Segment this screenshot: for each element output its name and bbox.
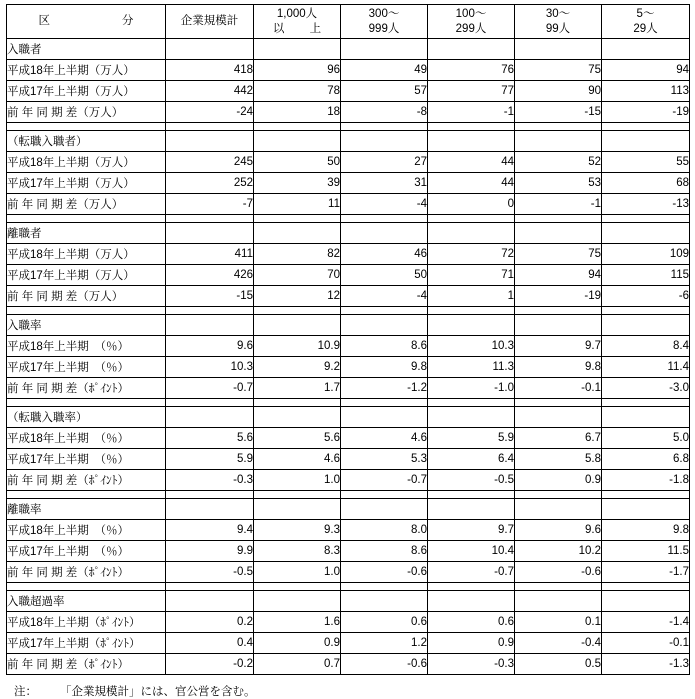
cell-value: -13 xyxy=(602,194,690,215)
cell-value: 9.8 xyxy=(515,357,602,378)
cell-value xyxy=(254,407,341,428)
cell-value: 115 xyxy=(602,265,690,286)
cell-value xyxy=(428,399,515,407)
cell-value xyxy=(254,399,341,407)
cell-value: 442 xyxy=(166,81,254,102)
cell-value: 10.2 xyxy=(515,541,602,562)
row-label: （転職入職者） xyxy=(7,131,166,152)
cell-value: 82 xyxy=(254,244,341,265)
cell-value xyxy=(428,407,515,428)
table-row xyxy=(7,152,690,173)
cell-value: 0.9 xyxy=(428,633,515,654)
cell-value: -0.6 xyxy=(341,562,428,583)
cell-value xyxy=(602,123,690,131)
cell-value: 52 xyxy=(515,152,602,173)
cell-value: -6 xyxy=(602,286,690,307)
cell-value xyxy=(341,123,428,131)
cell-value xyxy=(602,491,690,499)
cell-value xyxy=(254,491,341,499)
cell-value: 11.4 xyxy=(602,357,690,378)
row-label: 前 年 同 期 差（ﾎﾟｲﾝﾄ） xyxy=(7,470,166,491)
cell-value: -1.2 xyxy=(341,378,428,399)
cell-value xyxy=(341,399,428,407)
cell-value xyxy=(515,223,602,244)
table-section-row xyxy=(7,131,690,152)
row-label: 平成17年上半期（万人） xyxy=(7,81,166,102)
cell-value: 27 xyxy=(341,152,428,173)
cell-value: 10.3 xyxy=(166,357,254,378)
cell-value: 1.0 xyxy=(254,562,341,583)
cell-value: 0.6 xyxy=(341,612,428,633)
cell-value: 9.2 xyxy=(254,357,341,378)
row-label: 離職者 xyxy=(7,223,166,244)
cell-value: -0.5 xyxy=(428,470,515,491)
cell-value: 9.4 xyxy=(166,520,254,541)
cell-value: 1.7 xyxy=(254,378,341,399)
row-label: 平成18年上半期 （％） xyxy=(7,520,166,541)
cell-value xyxy=(602,399,690,407)
cell-value: -3.0 xyxy=(602,378,690,399)
cell-value xyxy=(341,491,428,499)
cell-value xyxy=(166,499,254,520)
cell-value: 6.7 xyxy=(515,428,602,449)
row-label xyxy=(7,491,166,499)
cell-value xyxy=(166,131,254,152)
cell-value xyxy=(515,131,602,152)
cell-value xyxy=(515,307,602,315)
cell-value: 31 xyxy=(341,173,428,194)
cell-value: 5.9 xyxy=(428,428,515,449)
header-col-2-line2: 999人 xyxy=(368,22,400,35)
cell-value: 0.1 xyxy=(515,612,602,633)
table-header xyxy=(7,5,690,39)
cell-value: 94 xyxy=(602,60,690,81)
cell-value xyxy=(428,223,515,244)
cell-value: 18 xyxy=(254,102,341,123)
cell-value: 49 xyxy=(341,60,428,81)
cell-value: 4.6 xyxy=(254,449,341,470)
row-label: 前 年 同 期 差（ﾎﾟｲﾝﾄ） xyxy=(7,654,166,675)
row-label: 平成17年上半期 （％） xyxy=(7,541,166,562)
cell-value xyxy=(254,307,341,315)
table-note xyxy=(6,683,689,699)
header-kubun: 区 分 xyxy=(7,5,166,39)
cell-value: 75 xyxy=(515,244,602,265)
row-label: 平成18年上半期 （％） xyxy=(7,428,166,449)
cell-value: 10.4 xyxy=(428,541,515,562)
cell-value: 0.7 xyxy=(254,654,341,675)
cell-value xyxy=(166,215,254,223)
cell-value: 6.4 xyxy=(428,449,515,470)
row-label xyxy=(7,399,166,407)
cell-value: 0.6 xyxy=(428,612,515,633)
table-section-row xyxy=(7,499,690,520)
cell-value: 1.2 xyxy=(341,633,428,654)
cell-value xyxy=(515,407,602,428)
table-row xyxy=(7,357,690,378)
cell-value: 1 xyxy=(428,286,515,307)
cell-value: -0.2 xyxy=(166,654,254,675)
cell-value: -1 xyxy=(428,102,515,123)
cell-value xyxy=(515,215,602,223)
cell-value xyxy=(515,499,602,520)
cell-value: 0 xyxy=(428,194,515,215)
cell-value: 78 xyxy=(254,81,341,102)
cell-value: 0.9 xyxy=(254,633,341,654)
cell-value xyxy=(166,591,254,612)
cell-value xyxy=(428,591,515,612)
header-col-2-line1: 300～ xyxy=(368,8,400,21)
cell-value xyxy=(515,39,602,60)
cell-value xyxy=(428,583,515,591)
cell-value xyxy=(602,131,690,152)
row-label: 入職超過率 xyxy=(7,591,166,612)
cell-value: -0.7 xyxy=(341,470,428,491)
cell-value: -4 xyxy=(341,286,428,307)
cell-value xyxy=(428,215,515,223)
cell-value: -0.1 xyxy=(515,378,602,399)
table-row xyxy=(7,194,690,215)
table-section-row xyxy=(7,407,690,428)
cell-value xyxy=(515,491,602,499)
cell-value xyxy=(341,307,428,315)
row-label: 平成18年上半期 （％） xyxy=(7,336,166,357)
cell-value xyxy=(602,315,690,336)
table-spacer-row xyxy=(7,583,690,591)
cell-value: -8 xyxy=(341,102,428,123)
cell-value: -15 xyxy=(515,102,602,123)
row-label: 平成18年上半期（万人） xyxy=(7,60,166,81)
cell-value xyxy=(166,307,254,315)
cell-value: 46 xyxy=(341,244,428,265)
header-col-5 xyxy=(602,5,690,39)
cell-value xyxy=(341,499,428,520)
header-col-1-line2: 以 上 xyxy=(272,22,329,35)
table-row xyxy=(7,562,690,583)
cell-value: 44 xyxy=(428,152,515,173)
cell-value xyxy=(428,499,515,520)
table-body xyxy=(7,39,690,675)
cell-value: -1.7 xyxy=(602,562,690,583)
cell-value: 5.6 xyxy=(254,428,341,449)
cell-value: 71 xyxy=(428,265,515,286)
header-col-3-line2: 299人 xyxy=(455,22,487,35)
note-text: 「企業規模計」には、官公営を含む。 xyxy=(60,686,256,698)
cell-value: 9.3 xyxy=(254,520,341,541)
cell-value: -15 xyxy=(166,286,254,307)
cell-value xyxy=(254,215,341,223)
row-label: （転職入職率） xyxy=(7,407,166,428)
cell-value: 245 xyxy=(166,152,254,173)
cell-value xyxy=(602,407,690,428)
cell-value xyxy=(428,123,515,131)
header-col-0-line1: 企業規模計 xyxy=(180,15,239,28)
row-label xyxy=(7,215,166,223)
row-label: 平成18年上半期（ﾎﾟｲﾝﾄ） xyxy=(7,612,166,633)
header-row xyxy=(7,5,690,39)
cell-value xyxy=(166,223,254,244)
table-section-row xyxy=(7,39,690,60)
table-row xyxy=(7,449,690,470)
row-label: 入職率 xyxy=(7,315,166,336)
cell-value: 8.4 xyxy=(602,336,690,357)
row-label xyxy=(7,307,166,315)
cell-value: -0.7 xyxy=(166,378,254,399)
cell-value xyxy=(254,123,341,131)
cell-value xyxy=(602,591,690,612)
table-spacer-row xyxy=(7,399,690,407)
header-col-4-line2: 99人 xyxy=(545,22,571,35)
table-spacer-row xyxy=(7,123,690,131)
table-row xyxy=(7,81,690,102)
note-label: 注： xyxy=(14,686,37,698)
cell-value xyxy=(428,131,515,152)
table-spacer-row xyxy=(7,307,690,315)
table-section-row xyxy=(7,591,690,612)
cell-value: 9.8 xyxy=(602,520,690,541)
cell-value xyxy=(515,583,602,591)
cell-value xyxy=(166,315,254,336)
cell-value: 0.9 xyxy=(515,470,602,491)
header-col-1-line1: 1,000人 xyxy=(276,8,318,21)
row-label: 平成17年上半期（ﾎﾟｲﾝﾄ） xyxy=(7,633,166,654)
header-col-1 xyxy=(254,5,341,39)
cell-value: -1.0 xyxy=(428,378,515,399)
cell-value xyxy=(602,215,690,223)
cell-value xyxy=(602,499,690,520)
cell-value: 8.6 xyxy=(341,336,428,357)
row-label: 平成17年上半期 （％） xyxy=(7,449,166,470)
cell-value: 10.3 xyxy=(428,336,515,357)
cell-value: -0.6 xyxy=(341,654,428,675)
table-row xyxy=(7,654,690,675)
cell-value xyxy=(428,307,515,315)
row-label: 平成18年上半期（万人） xyxy=(7,152,166,173)
row-label: 平成18年上半期（万人） xyxy=(7,244,166,265)
table-row xyxy=(7,336,690,357)
cell-value xyxy=(602,39,690,60)
header-col-3-line1: 100～ xyxy=(455,8,487,21)
table-row xyxy=(7,173,690,194)
cell-value xyxy=(341,215,428,223)
cell-value xyxy=(166,399,254,407)
cell-value: 9.8 xyxy=(341,357,428,378)
cell-value xyxy=(515,315,602,336)
cell-value xyxy=(341,591,428,612)
cell-value: 11 xyxy=(254,194,341,215)
cell-value xyxy=(166,39,254,60)
table-row xyxy=(7,541,690,562)
cell-value xyxy=(254,591,341,612)
cell-value: -0.3 xyxy=(166,470,254,491)
cell-value: -1.3 xyxy=(602,654,690,675)
row-label: 離職率 xyxy=(7,499,166,520)
cell-value: -0.7 xyxy=(428,562,515,583)
header-col-5-line1: 5～ xyxy=(636,8,655,21)
cell-value: -1.4 xyxy=(602,612,690,633)
cell-value: 0.2 xyxy=(166,612,254,633)
row-label: 前 年 同 期 差（万人） xyxy=(7,102,166,123)
cell-value: -1 xyxy=(515,194,602,215)
cell-value: 252 xyxy=(166,173,254,194)
cell-value: 8.0 xyxy=(341,520,428,541)
table-spacer-row xyxy=(7,491,690,499)
row-label: 平成17年上半期（万人） xyxy=(7,265,166,286)
cell-value: 418 xyxy=(166,60,254,81)
cell-value: 90 xyxy=(515,81,602,102)
cell-value xyxy=(341,39,428,60)
table-row xyxy=(7,470,690,491)
cell-value: 11.3 xyxy=(428,357,515,378)
cell-value: 44 xyxy=(428,173,515,194)
cell-value xyxy=(254,39,341,60)
statistics-table xyxy=(6,4,690,675)
cell-value xyxy=(428,39,515,60)
cell-value: 9.7 xyxy=(515,336,602,357)
cell-value xyxy=(341,583,428,591)
cell-value: 411 xyxy=(166,244,254,265)
table-row xyxy=(7,633,690,654)
row-label: 平成17年上半期 （％） xyxy=(7,357,166,378)
cell-value: 9.7 xyxy=(428,520,515,541)
table-row xyxy=(7,244,690,265)
table-spacer-row xyxy=(7,215,690,223)
cell-value: 0.5 xyxy=(515,654,602,675)
row-label: 前 年 同 期 差（万人） xyxy=(7,286,166,307)
cell-value: 55 xyxy=(602,152,690,173)
cell-value: 50 xyxy=(341,265,428,286)
cell-value: 8.6 xyxy=(341,541,428,562)
cell-value xyxy=(166,583,254,591)
header-col-5-line2: 29人 xyxy=(633,22,658,35)
cell-value xyxy=(602,223,690,244)
cell-value: 39 xyxy=(254,173,341,194)
cell-value: 70 xyxy=(254,265,341,286)
header-col-0 xyxy=(166,5,254,39)
cell-value xyxy=(341,223,428,244)
cell-value: 96 xyxy=(254,60,341,81)
cell-value: 68 xyxy=(602,173,690,194)
row-label: 前 年 同 期 差（ﾎﾟｲﾝﾄ） xyxy=(7,378,166,399)
cell-value: 9.6 xyxy=(166,336,254,357)
cell-value xyxy=(515,123,602,131)
cell-value: 5.9 xyxy=(166,449,254,470)
row-label: 前 年 同 期 差（万人） xyxy=(7,194,166,215)
cell-value xyxy=(515,591,602,612)
table-row xyxy=(7,286,690,307)
header-col-4 xyxy=(515,5,602,39)
cell-value: 5.6 xyxy=(166,428,254,449)
cell-value: 109 xyxy=(602,244,690,265)
cell-value: 77 xyxy=(428,81,515,102)
cell-value xyxy=(428,315,515,336)
cell-value: 10.9 xyxy=(254,336,341,357)
row-label xyxy=(7,123,166,131)
header-col-4-line1: 30～ xyxy=(545,8,571,21)
table-section-row xyxy=(7,315,690,336)
cell-value: 9.6 xyxy=(515,520,602,541)
cell-value xyxy=(602,307,690,315)
cell-value xyxy=(254,223,341,244)
cell-value: 53 xyxy=(515,173,602,194)
cell-value: -1.8 xyxy=(602,470,690,491)
cell-value: -4 xyxy=(341,194,428,215)
cell-value xyxy=(166,123,254,131)
cell-value: 11.5 xyxy=(602,541,690,562)
row-label: 入職者 xyxy=(7,39,166,60)
cell-value: -19 xyxy=(515,286,602,307)
cell-value: -19 xyxy=(602,102,690,123)
cell-value xyxy=(254,315,341,336)
cell-value: 8.3 xyxy=(254,541,341,562)
row-label: 前 年 同 期 差（ﾎﾟｲﾝﾄ） xyxy=(7,562,166,583)
cell-value: 75 xyxy=(515,60,602,81)
cell-value: 1.0 xyxy=(254,470,341,491)
cell-value: 94 xyxy=(515,265,602,286)
cell-value xyxy=(602,583,690,591)
cell-value: 72 xyxy=(428,244,515,265)
cell-value xyxy=(341,131,428,152)
table-row xyxy=(7,265,690,286)
cell-value: 5.8 xyxy=(515,449,602,470)
table-row xyxy=(7,378,690,399)
cell-value: 12 xyxy=(254,286,341,307)
table-row xyxy=(7,612,690,633)
cell-value: 426 xyxy=(166,265,254,286)
cell-value xyxy=(341,407,428,428)
row-label xyxy=(7,583,166,591)
cell-value xyxy=(254,131,341,152)
cell-value: 6.8 xyxy=(602,449,690,470)
cell-value xyxy=(515,399,602,407)
header-col-3 xyxy=(428,5,515,39)
cell-value: -0.3 xyxy=(428,654,515,675)
cell-value xyxy=(254,499,341,520)
cell-value: 113 xyxy=(602,81,690,102)
cell-value: -24 xyxy=(166,102,254,123)
cell-value: -0.1 xyxy=(602,633,690,654)
cell-value: 5.0 xyxy=(602,428,690,449)
cell-value xyxy=(341,315,428,336)
cell-value: 76 xyxy=(428,60,515,81)
cell-value xyxy=(254,583,341,591)
cell-value: -0.4 xyxy=(515,633,602,654)
cell-value: 57 xyxy=(341,81,428,102)
table-section-row xyxy=(7,223,690,244)
table-row xyxy=(7,60,690,81)
cell-value xyxy=(166,491,254,499)
cell-value xyxy=(428,491,515,499)
table-row xyxy=(7,428,690,449)
cell-value xyxy=(166,407,254,428)
table-row xyxy=(7,102,690,123)
cell-value: -7 xyxy=(166,194,254,215)
cell-value: 5.3 xyxy=(341,449,428,470)
cell-value: 1.6 xyxy=(254,612,341,633)
header-col-2 xyxy=(341,5,428,39)
cell-value: 4.6 xyxy=(341,428,428,449)
cell-value: 0.4 xyxy=(166,633,254,654)
cell-value: -0.6 xyxy=(515,562,602,583)
cell-value: -0.5 xyxy=(166,562,254,583)
cell-value: 9.9 xyxy=(166,541,254,562)
row-label: 平成17年上半期（万人） xyxy=(7,173,166,194)
cell-value: 50 xyxy=(254,152,341,173)
table-row xyxy=(7,520,690,541)
